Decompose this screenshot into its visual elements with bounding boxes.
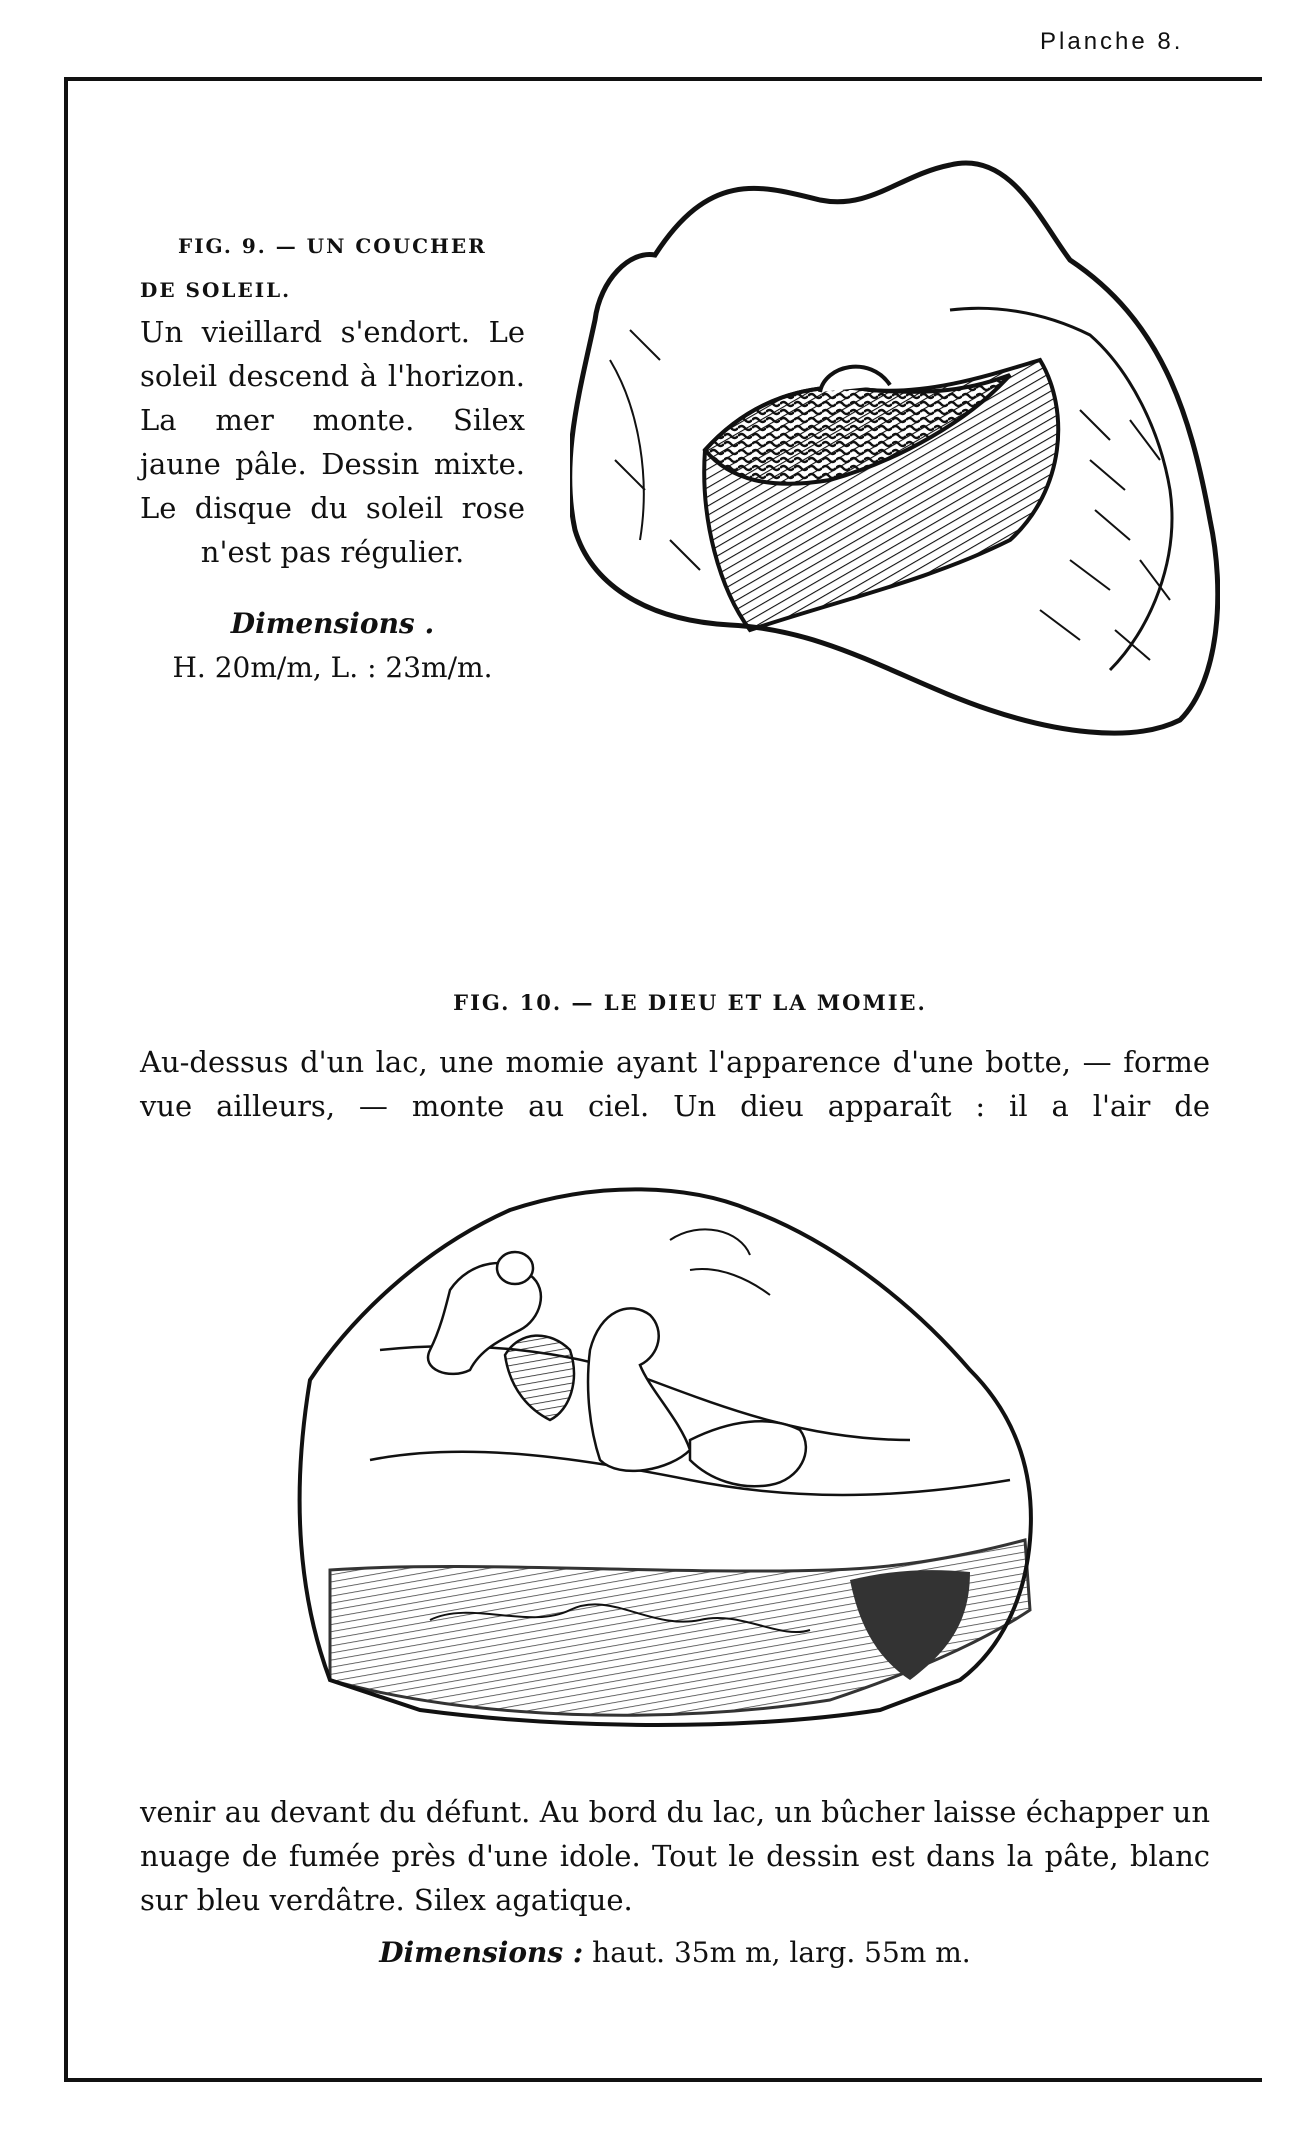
fig10-description-top: Au-dessus d'un lac, une momie ayant l'apparence d'une botte, — forme vue ailleurs, — monte au ciel. Un dieu apparaît : il a l'air de — [140, 1045, 1210, 1123]
fig9-heading — [140, 224, 538, 312]
fig9-dimensions-value: H. 20m/m, L. : 23m/m. — [172, 651, 493, 684]
fig9-description: Un vieillard s'endort. Le soleil descend à l'horizon. La mer monte. Silex jaune pâle. Dessin mixte. Le disque du soleil rose n'est pas régulier. — [140, 315, 525, 569]
stone-drawing-sunset — [570, 160, 1220, 760]
fig10-dimensions-value: haut. 35m m, larg. 55m m. — [592, 1936, 971, 1969]
fig9-dimensions-label: Dimensions . — [230, 607, 435, 640]
fig10-heading: FIG. 10. — LE DIEU ET LA MOMIE. — [453, 990, 927, 1015]
stone-drawing-god-mummy — [270, 1180, 1050, 1740]
fig10-dimensions-label: Dimensions : — [379, 1936, 584, 1969]
fig9-dimensions — [140, 602, 525, 690]
plate-label: Planche 8. — [1040, 28, 1184, 55]
fig10-description-bottom: venir au devant du défunt. Au bord du lac, un bûcher laisse échapper un nuage de fumée près d'une idole. Tout le dessin est dans la pâte, blanc sur bleu verdâtre. Silex agatique. — [140, 1795, 1210, 1917]
fig9-heading-line2: DE SOLEIL. — [140, 278, 292, 302]
fig10-dimensions — [140, 1936, 1210, 1969]
fig9-heading-line1: FIG. 9. — UN COUCHER — [178, 234, 487, 258]
